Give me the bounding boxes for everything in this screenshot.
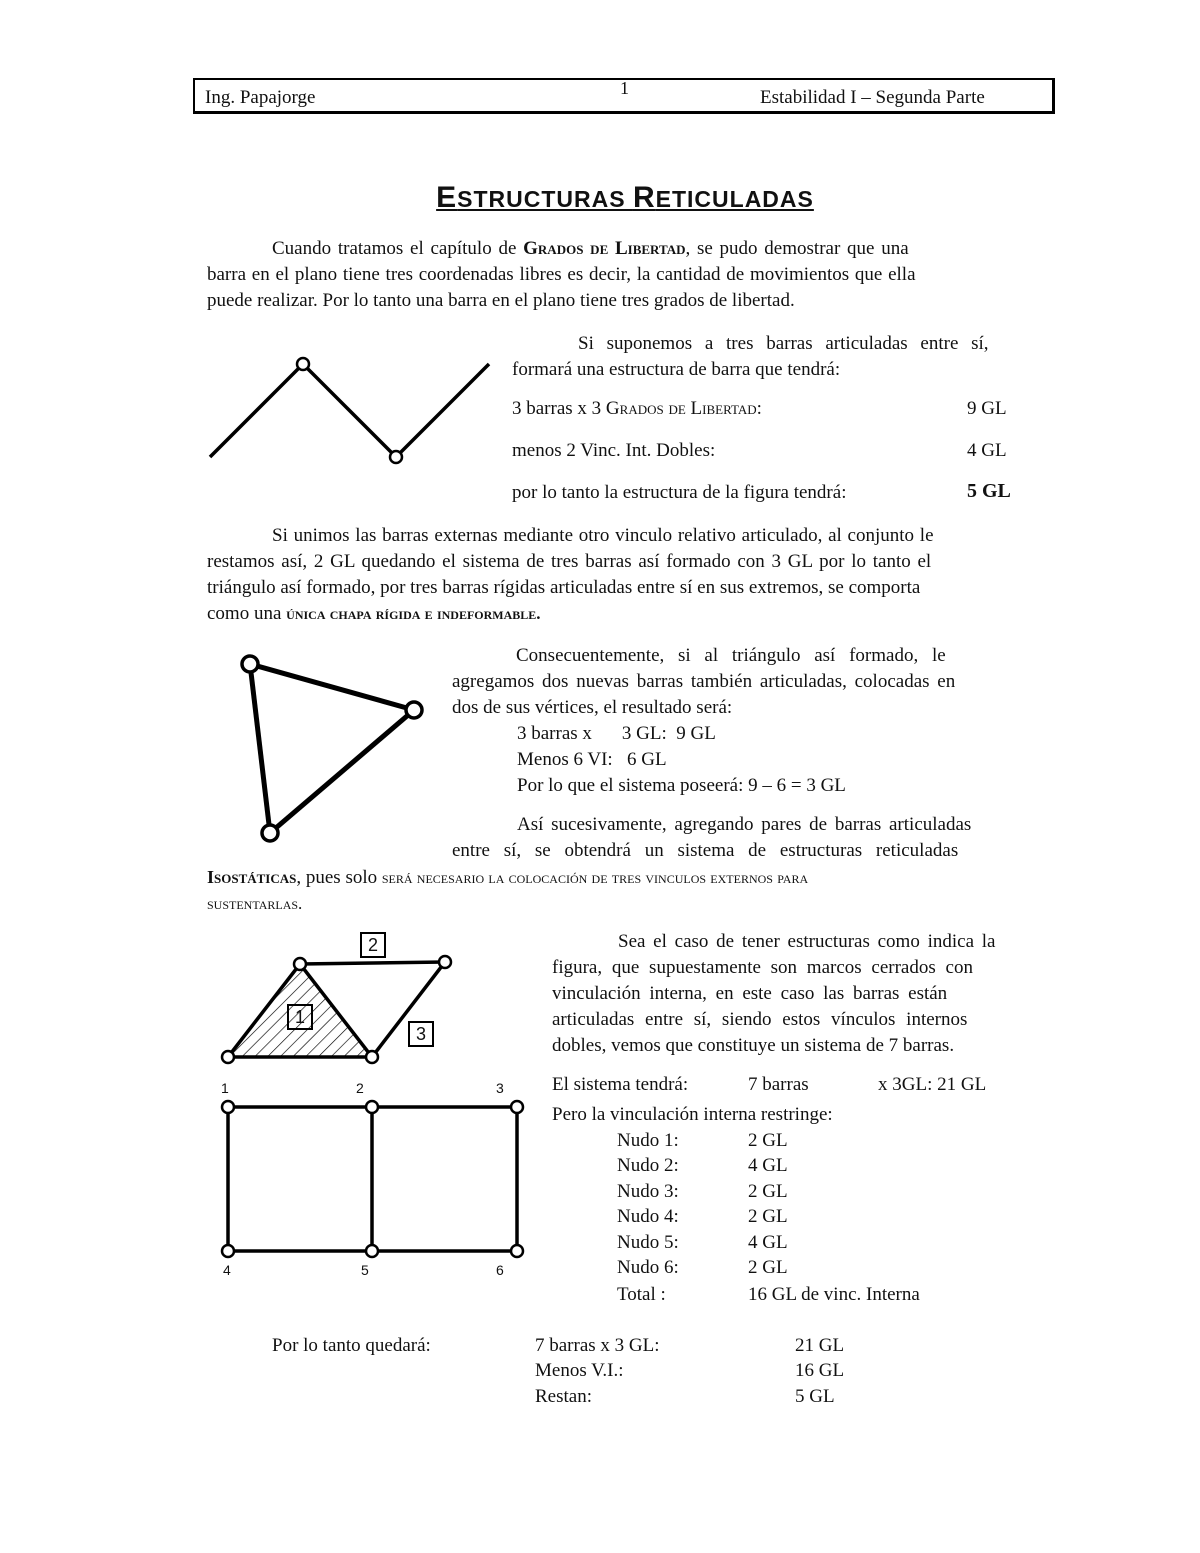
calc-row-result: Por lo que el sistema poseerá: 9 – 6 = 3 GL (517, 775, 846, 796)
node-restriction-total-label: Total : (617, 1284, 666, 1305)
node-label-4: 4 (223, 1262, 231, 1278)
final-row-value: 16 GL (795, 1360, 845, 1381)
bar-label-1: 1 (287, 1004, 313, 1030)
final-row-label: Menos V.I.: (535, 1360, 624, 1381)
node-restriction-value: 4 GL (748, 1155, 788, 1176)
rigid-plate-paragraph: Si unimos las barras externas mediante otro vinculo relativo articulado, al conjunto le restamos así, 2 GL quedando el sistema de tres barras así formado con 3 GL por lo tanto el triángulo así formado, por tres barras rígidas articuladas entre sí en sus extremos, se comporta como una única chapa rígida e indeformable. (207, 525, 934, 624)
node-restriction-value: 2 GL (748, 1257, 788, 1278)
node-restriction-value: 2 GL (748, 1206, 788, 1227)
node-restriction-label: Nudo 5: (617, 1232, 679, 1253)
system-bars: 7 barras (748, 1074, 809, 1095)
isostatic-paragraph: Así sucesivamente, agregando pares de barras articuladas entre sí, se obtendrá un sistema de estructuras reticuladas Isostáticas, pues solo será necesario la colocación de tres vinculos externos para sustentarlas. (207, 814, 972, 913)
final-row-label: 7 barras x 3 GL: (535, 1335, 660, 1356)
intro-paragraph: Cuando tratamos el capítulo de Grados de Libertad, se pudo demostrar que una barra en el plano tiene tres coordenadas libres es decir, la cantidad de movimientos que ella puede realizar. Por lo tanto una barra en el plano tiene tres grados de libertad. (207, 238, 916, 311)
restriction-intro: Pero la vinculación interna restringe: (552, 1104, 833, 1125)
section1-text: Si suponemos a tres barras articuladas entre sí, formará una estructura de barra que tendrá: (512, 333, 989, 380)
section3-text: Sea el caso de tener estructuras como indica la figura, que supuestamente son marcos cerrados con vinculación interna, en este caso las barras están articuladas entre sí, siendo estos vínculos internos dobles, vemos que constituye un sistema de 7 barras. (552, 931, 996, 1056)
node-label-6: 6 (496, 1262, 504, 1278)
final-lead: Por lo tanto quedará: (272, 1335, 431, 1356)
calc-row-vi: Menos 6 VI: 6 GL (517, 749, 667, 770)
system-total-row: El sistema tendrá: (552, 1074, 689, 1095)
header-author: Ing. Papajorge (205, 87, 316, 108)
bar-label-3: 3 (408, 1021, 434, 1047)
gl-row: 3 barras x 3 Grados de Libertad: (512, 398, 762, 419)
gl-row: por lo tanto la estructura de la figura tendrá: (512, 482, 847, 503)
bar-label-2: 2 (360, 932, 386, 958)
node-label-3: 3 (496, 1080, 504, 1096)
node-restriction-label: Nudo 3: (617, 1181, 679, 1202)
page-number: 1 (620, 78, 629, 98)
section2-text: Consecuentemente, si al triángulo así formado, le agregamos dos nuevas barras también articuladas, colocadas en dos de sus vértices, el resultado será: (452, 645, 956, 718)
node-restriction-total-value: 16 GL de vinc. Interna (748, 1284, 920, 1305)
gl-row: menos 2 Vinc. Int. Dobles: (512, 440, 716, 461)
final-row-value: 5 GL (795, 1386, 835, 1407)
truss-figure (0, 0, 1, 1)
node-restriction-value: 2 GL (748, 1130, 788, 1151)
node-label-1: 1 (221, 1080, 229, 1096)
header-course: Estabilidad I – Segunda Parte (760, 87, 985, 108)
node-restriction-label: Nudo 6: (617, 1257, 679, 1278)
node-restriction-label: Nudo 2: (617, 1155, 679, 1176)
node-restriction-label: Nudo 4: (617, 1206, 679, 1227)
node-restriction-value: 2 GL (748, 1181, 788, 1202)
node-label-5: 5 (361, 1262, 369, 1278)
calc-row-bars: 3 barras x 3 GL: 9 GL (517, 723, 716, 744)
page-title: ESTRUCTURAS RETICULADAS (436, 181, 814, 214)
final-row-value: 21 GL (795, 1335, 845, 1356)
node-label-2: 2 (356, 1080, 364, 1096)
gl-value: 4 GL (967, 440, 1007, 461)
node-restriction-value: 4 GL (748, 1232, 788, 1253)
final-row-label: Restan: (535, 1386, 592, 1407)
node-restriction-label: Nudo 1: (617, 1130, 679, 1151)
gl-value: 9 GL (967, 398, 1007, 419)
gl-value-result: 5 GL (967, 480, 1011, 502)
system-gl: x 3GL: 21 GL (878, 1074, 987, 1095)
